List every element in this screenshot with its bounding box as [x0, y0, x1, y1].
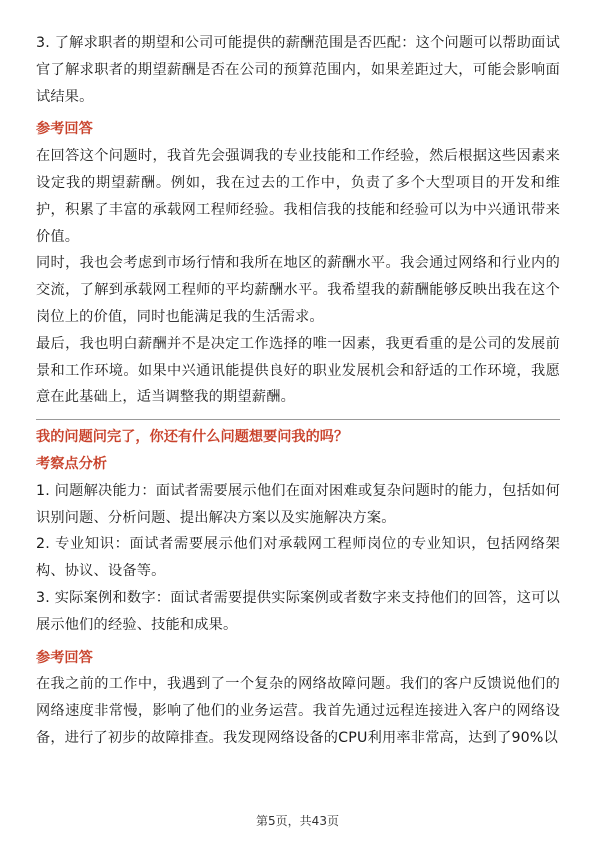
analysis-point-2: 2. 专业知识：面试者需要展示他们对承载网工程师岗位的专业知识，包括网络架构、协议、设备等。: [36, 536, 560, 580]
reference-answer-heading-2: 参考回答: [36, 649, 93, 666]
document-page: [36, 30, 560, 752]
answer-paragraph-4: 在我之前的工作中，我遇到了一个复杂的网络故障问题。我们的客户反馈说他们的网络速度非常慢，影响了他们的业务运营。我首先通过远程连接进入客户的网络设备，进行了初步的故障排查。我发现网络设备的CPU利用率非常高，达到了90%以: [36, 676, 560, 746]
analysis-point-1: 1. 问题解决能力：面试者需要展示他们在面对困难或复杂问题时的能力，包括如何识别问题、分析问题、提出解决方案以及实施解决方案。: [36, 482, 560, 526]
page-number: 第5页，共43页: [256, 814, 339, 828]
point-3: 3. 了解求职者的期望和公司可能提供的薪酬范围是否匹配：这个问题可以帮助面试官了解求职者的期望薪酬是否在公司的预算范围内，如果差距过大，可能会影响面试结果。: [36, 35, 560, 105]
answer-paragraph-3: 最后，我也明白薪酬并不是决定工作选择的唯一因素，我更看重的是公司的发展前景和工作环境。如果中兴通讯能提供良好的职业发展机会和舒适的工作环境，我愿意在此基础上，适当调整我的期望薪酬。: [36, 335, 560, 406]
answer-paragraph-2: 同时，我也会考虑到市场行情和我所在地区的薪酬水平。我会通过网络和行业内的交流，了解到承载网工程师的平均薪酬水平。我希望我的薪酬能够反映出我在这个岗位上的价值，同时也能满足我的生活需求。: [36, 255, 560, 325]
question-heading: 我的问题问完了，你还有什么问题想要问我的吗？: [36, 429, 349, 446]
section-divider: [36, 419, 560, 420]
reference-answer-heading: 参考回答: [36, 121, 93, 138]
answer-paragraph-1: 在回答这个问题时，我首先会强调我的专业技能和工作经验，然后根据这些因素来设定我的期望薪酬。例如，我在过去的工作中，负责了多个大型项目的开发和维护，积累了丰富的承载网工程师经验。我相信我的技能和经验可以为中兴通讯带来价值。: [36, 148, 560, 245]
analysis-heading: 考察点分析: [36, 455, 107, 472]
analysis-point-3: 3. 实际案例和数字：面试者需要提供实际案例或者数字来支持他们的回答，这可以展示他们的经验、技能和成果。: [36, 589, 560, 633]
